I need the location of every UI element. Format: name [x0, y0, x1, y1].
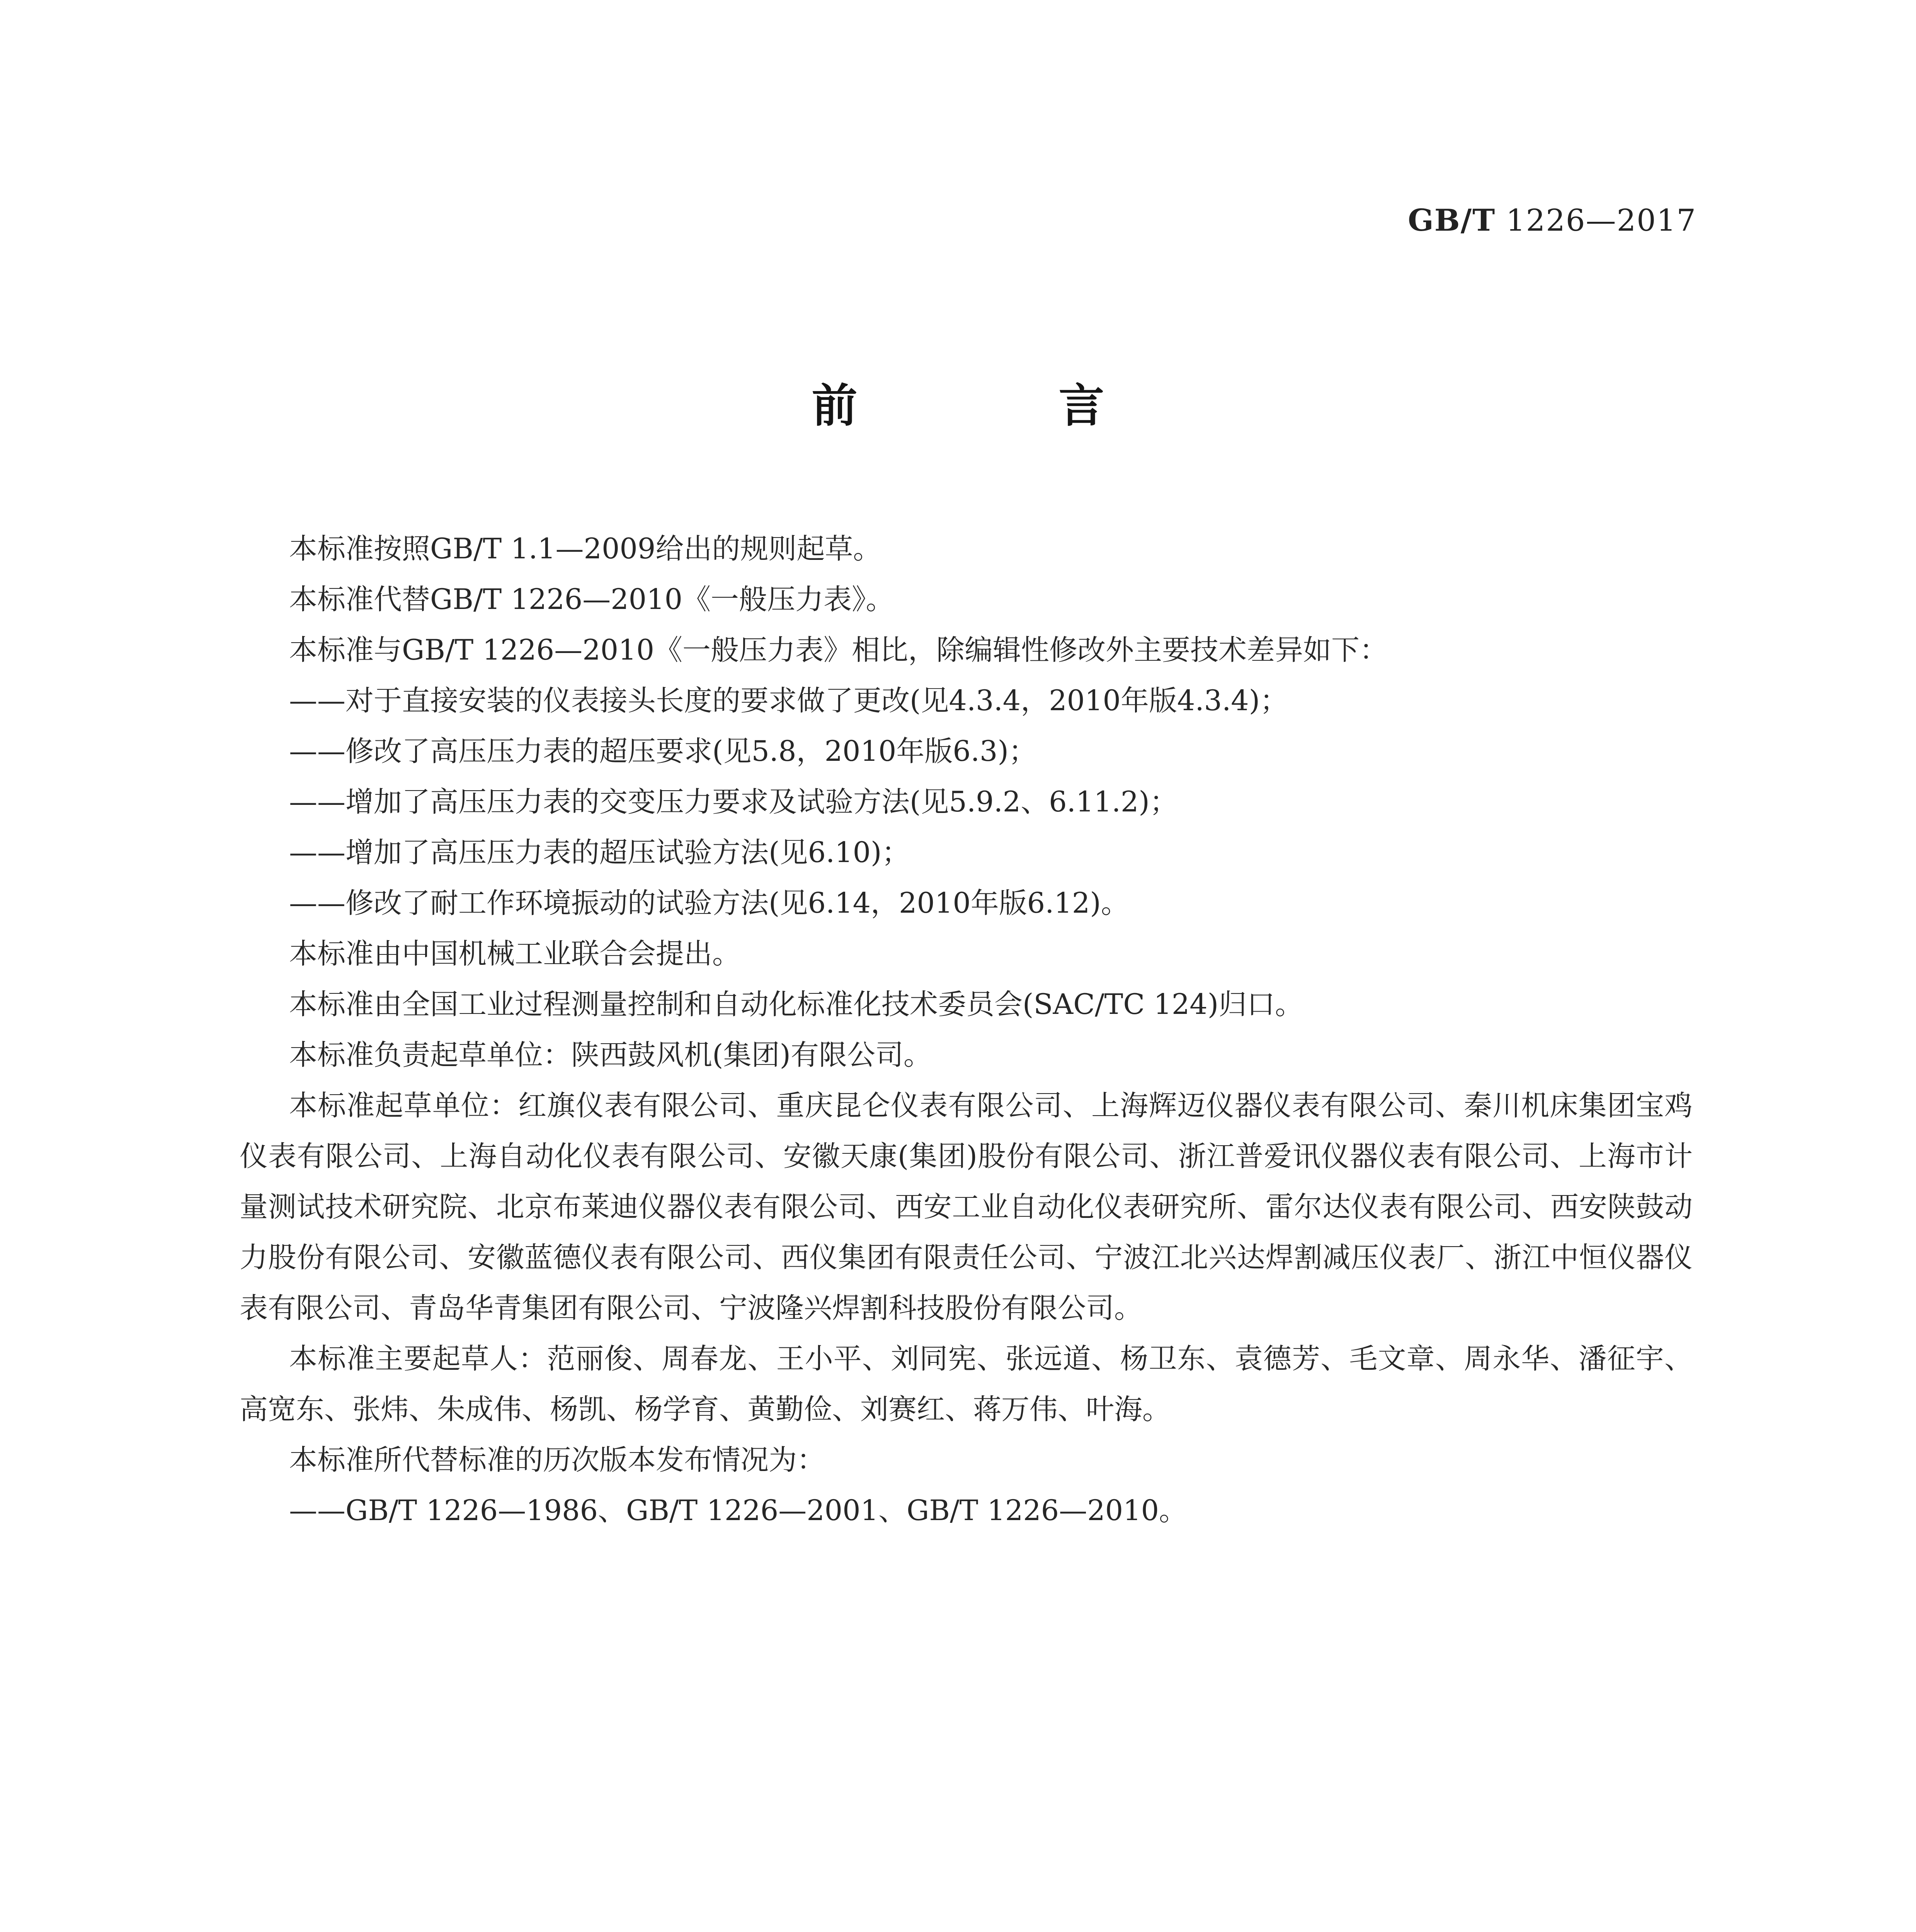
- list-item-difference: ——增加了高压压力表的超压试验方法(见6.10)；: [289, 836, 910, 869]
- list-item-difference: ——修改了高压压力表的超压要求(见5.8，2010年版6.3)；: [289, 735, 1037, 768]
- paragraph-administered-by: 本标准由全国工业过程测量控制和自动化标准化技术委员会(SAC/TC 124)归口。: [289, 988, 1303, 1021]
- standard-code: GB/T: [1408, 203, 1496, 238]
- standard-number: 1226—2017: [1506, 203, 1696, 238]
- page-title: 前 言: [812, 379, 1197, 432]
- list-item-history: ——GB/T 1226—1986、GB/T 1226—2001、GB/T 1226—2010。: [289, 1494, 1188, 1527]
- paragraph-proposed-by: 本标准由中国机械工业联合会提出。: [289, 937, 740, 970]
- paragraph-replaces: 本标准代替GB/T 1226—2010《一般压力表》。: [289, 583, 894, 616]
- paragraph-responsible-drafter: 本标准负责起草单位：陕西鼓风机(集团)有限公司。: [289, 1039, 932, 1071]
- list-item-difference: ——对于直接安装的仪表接头长度的要求做了更改(见4.3.4，2010年版4.3.4)；: [289, 684, 1288, 717]
- standard-identifier: [1408, 203, 1696, 238]
- paragraph-drafting-units: 本标准起草单位：红旗仪表有限公司、重庆昆仑仪表有限公司、上海辉迈仪器仪表有限公司、秦川机床集团宝鸡仪表有限公司、上海自动化仪表有限公司、安徽天康(集团)股份有限公司、浙江普爱讯仪器仪表有限公司、上海市计量测试技术研究院、北京布莱迪仪器仪表有限公司、西安工业自动化仪表研究所、雷尔达仪表有限公司、西安陕鼓动力股份有限公司、安徽蓝德仪表有限公司、西仪集团有限责任公司、宁波江北兴达焊割减压仪表厂、浙江中恒仪器仪表有限公司、青岛华青集团有限公司、宁波隆兴焊割科技股份有限公司。: [240, 1089, 1693, 1325]
- foreword-body: [240, 524, 1693, 1536]
- paragraph-differences-intro: 本标准与GB/T 1226—2010《一般压力表》相比，除编辑性修改外主要技术差异如下：: [289, 634, 1388, 667]
- list-item-difference: ——增加了高压压力表的交变压力要求及试验方法(见5.9.2、6.11.2)；: [289, 786, 1178, 818]
- list-item-difference: ——修改了耐工作环境振动的试验方法(见6.14，2010年版6.12)。: [289, 887, 1129, 920]
- paragraph-main-drafters: 本标准主要起草人：范丽俊、周春龙、王小平、刘同宪、张远道、杨卫东、袁德芳、毛文章、周永华、潘征宇、高宽东、张炜、朱成伟、杨凯、杨学育、黄勤俭、刘赛红、蒋万伟、叶海。: [240, 1342, 1693, 1426]
- paragraph-drafting-rules: 本标准按照GB/T 1.1—2009给出的规则起草。: [289, 532, 881, 565]
- paragraph-history-intro: 本标准所代替标准的历次版本发布情况为：: [289, 1444, 825, 1476]
